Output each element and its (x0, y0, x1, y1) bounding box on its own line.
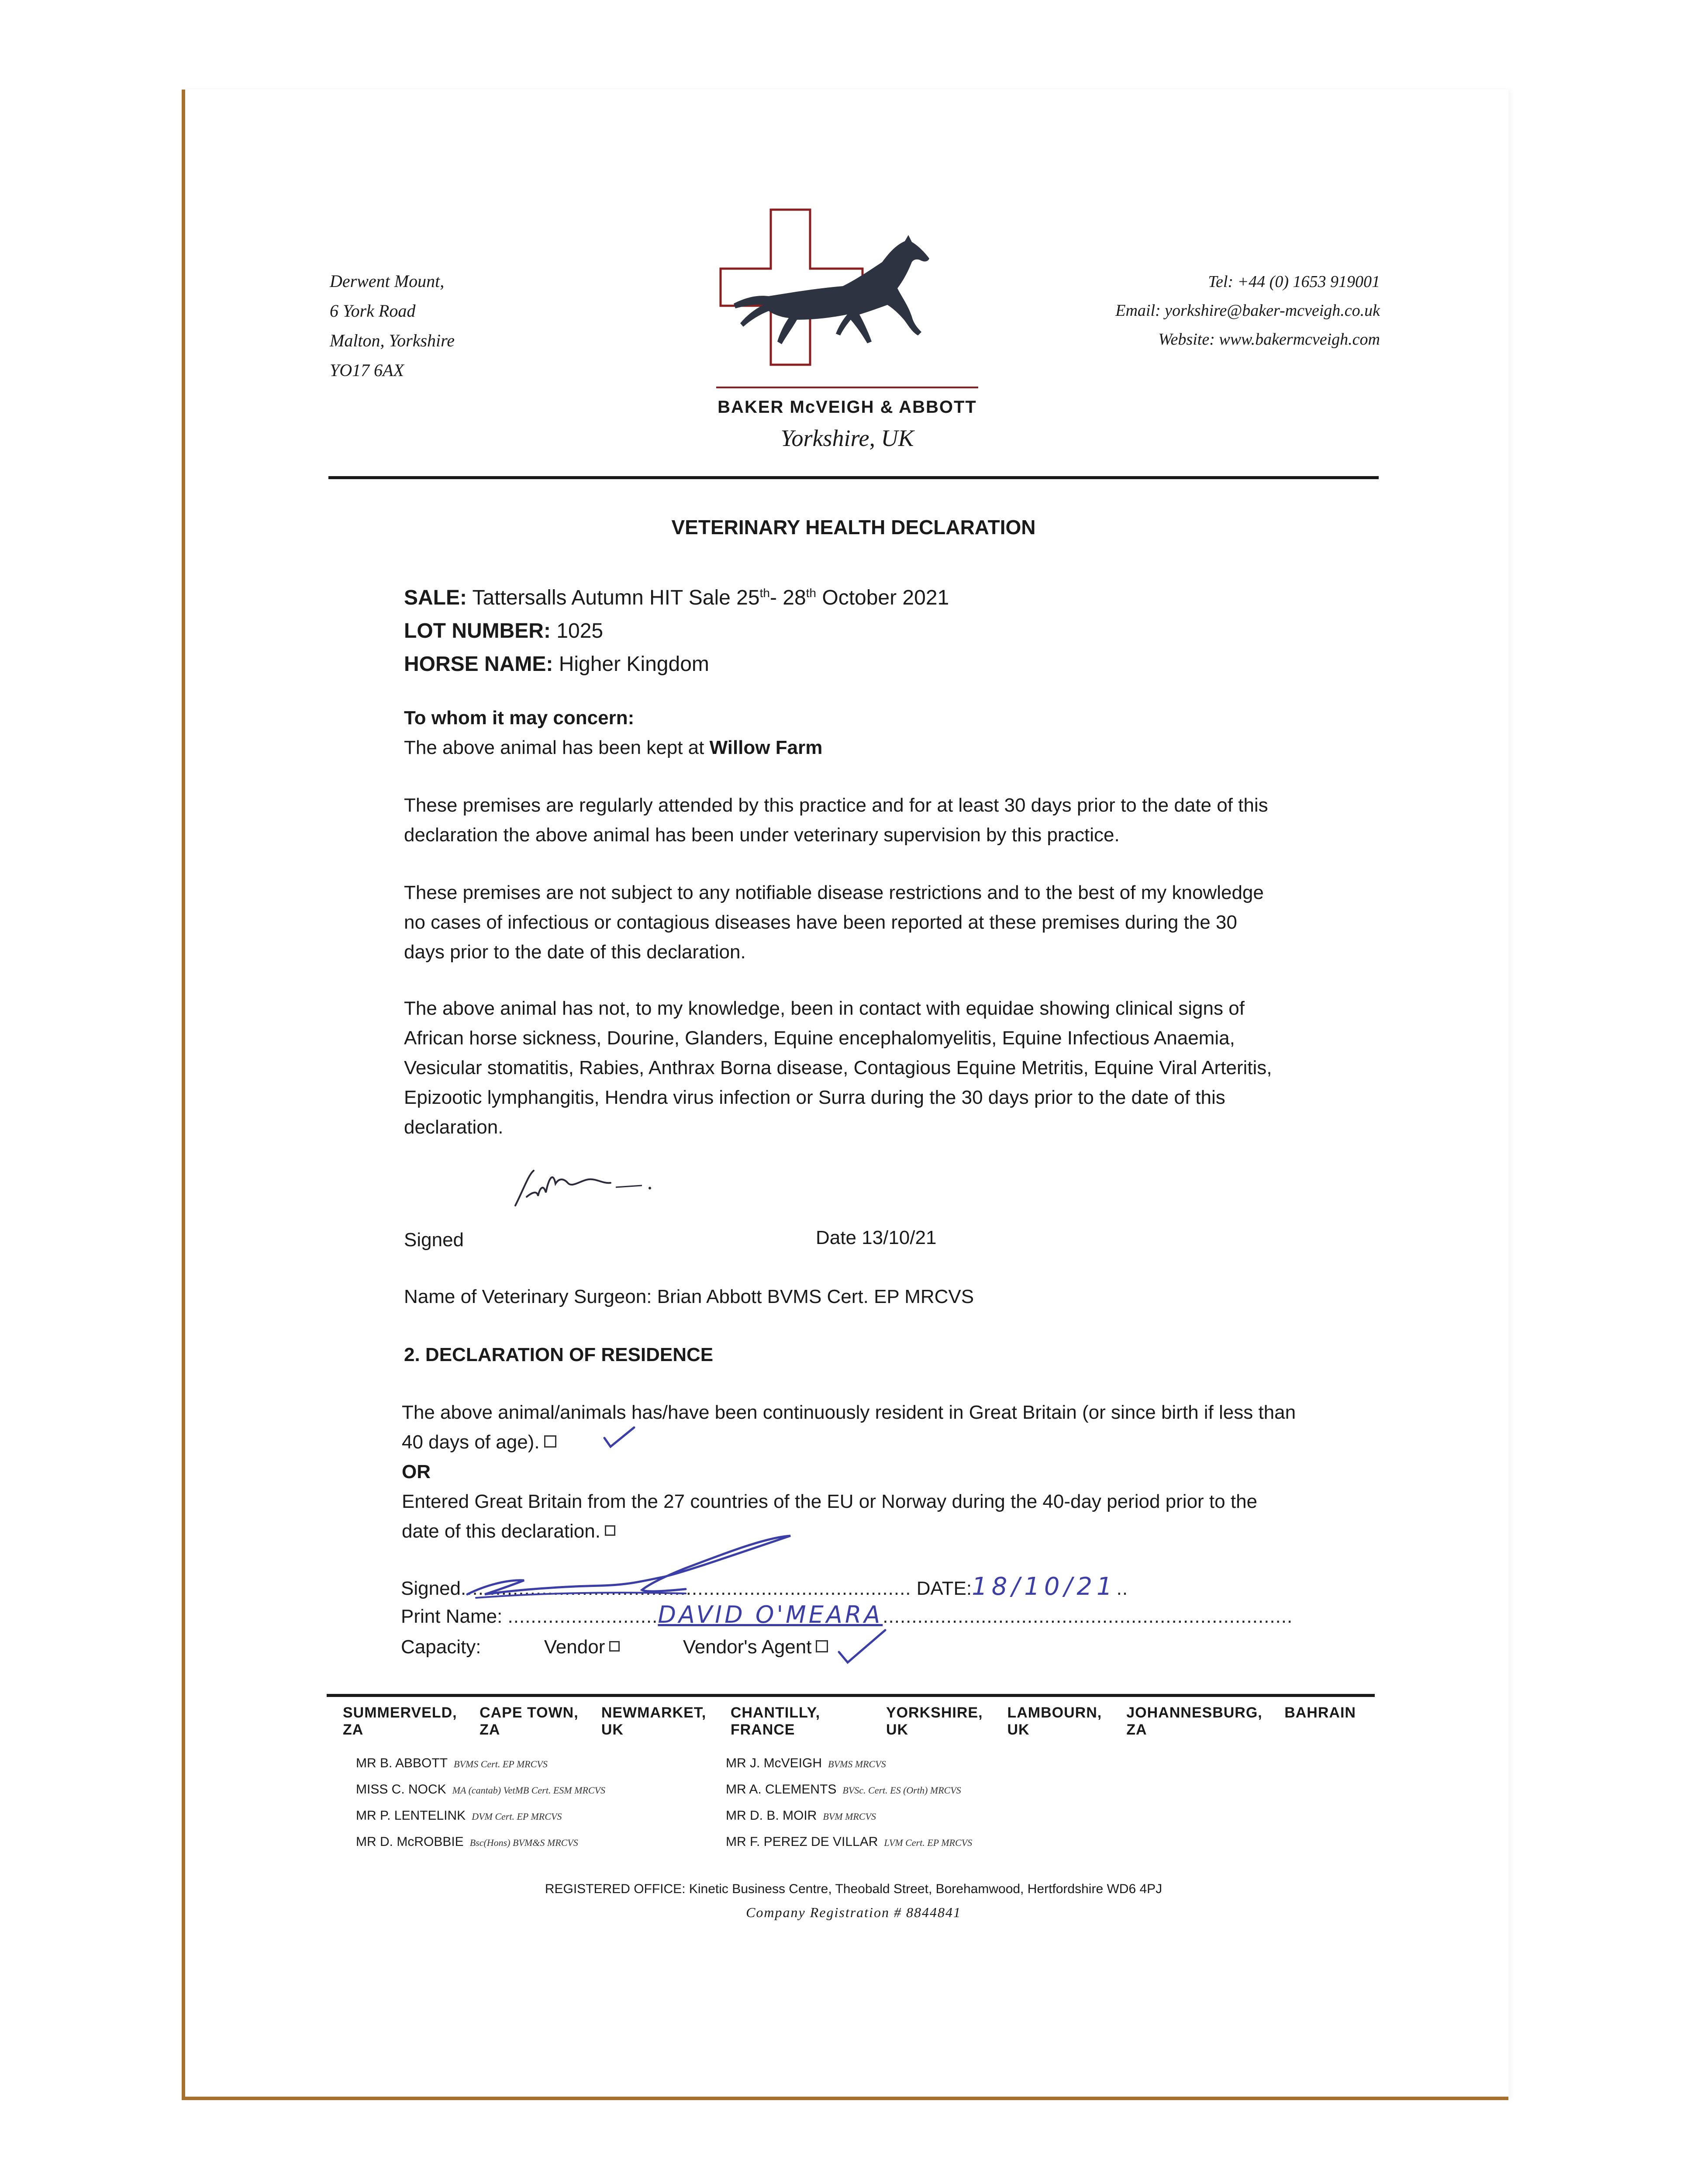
address-line-3: Malton, Yorkshire (330, 331, 455, 350)
brand-name: BAKER McVEIGH & ABBOTT (718, 397, 977, 417)
staff-name: MR J. McVEIGH (726, 1756, 822, 1770)
staff-name: MR D. McROBBIE (356, 1835, 464, 1849)
sale-end: October 2021 (816, 586, 949, 609)
footer-divider (327, 1694, 1375, 1697)
sale-info (404, 577, 949, 681)
residence-heading: 2. DECLARATION OF RESIDENCE (404, 1344, 714, 1365)
residence-or: OR (402, 1461, 431, 1482)
staff-qualification: BVMS Cert. EP MRCVS (454, 1759, 548, 1769)
staff-qualification: DVM Cert. EP MRCVS (472, 1811, 562, 1822)
staff-qualification: BVSc. Cert. ES (Orth) MRCVS (842, 1785, 961, 1796)
lot-value: 1025 (556, 619, 604, 643)
office-item: JOHANNESBURG, ZA (1126, 1704, 1263, 1738)
staff-item (356, 1803, 605, 1829)
office-item: YORKSHIRE, UK (886, 1704, 983, 1738)
office-item: CAPE TOWN, ZA (480, 1704, 579, 1738)
staff-list-right (726, 1751, 972, 1856)
brand-location: Yorkshire, UK (780, 425, 914, 451)
company-registration: Company Registration # 8844841 (746, 1904, 961, 1920)
staff-item (356, 1751, 605, 1777)
contact-block (1004, 267, 1380, 354)
staff-name: MISS C. NOCK (356, 1782, 446, 1797)
paragraph-restrictions: These premises are not subject to any notifiable disease restrictions and to the best of my knowledge no cases of infectious or contagious diseases have been reported at these premises during the 30 days prior to the date of this declaration. (404, 882, 1264, 963)
agent-print-dots-left: .......................... (507, 1606, 658, 1627)
sale-sup-2: th (806, 586, 817, 600)
concern-heading: To whom it may concern: (404, 707, 635, 729)
concern-block (404, 703, 1304, 763)
agent-signature (459, 1529, 817, 1607)
staff-qualification: MA (cantab) VetMB Cert. ESM MRCVS (452, 1785, 605, 1796)
staff-name: MR B. ABBOTT (356, 1756, 448, 1770)
staff-item (726, 1803, 972, 1829)
office-item: NEWMARKET, UK (601, 1704, 707, 1738)
residence-option-1 (402, 1398, 1310, 1457)
agent-print-label: Print Name: (401, 1606, 503, 1627)
staff-name: MR A. CLEMENTS (726, 1782, 837, 1797)
horse-label: HORSE NAME: (404, 653, 553, 676)
kept-prefix: The above animal has been kept at (404, 737, 710, 758)
residence-option-2-text: Entered Great Britain from the 27 countries of the EU or Norway during the 40-day period prior to the date of this declaration. (402, 1491, 1258, 1542)
residence-option-1-text: The above animal/animals has/have been continuously resident in Great Britain (or since birth if less than 40 days of age). (402, 1402, 1296, 1453)
staff-item (726, 1777, 972, 1803)
staff-name: MR P. LENTELINK (356, 1808, 466, 1823)
agent-print-dots-right: ....................................................................... (883, 1606, 1293, 1627)
staff-item (356, 1777, 605, 1803)
contact-tel: Tel: +44 (0) 1653 919001 (1208, 273, 1380, 291)
address-line-4: YO17 6AX (330, 360, 404, 380)
office-item: LAMBOURN, UK (1007, 1704, 1102, 1738)
sale-line (404, 577, 949, 615)
logo-rule (716, 387, 978, 388)
agent-signed-dots: .............................................................................. (461, 1578, 911, 1599)
capacity-agent-label: Vendor's Agent (683, 1636, 812, 1658)
agent-date-label: DATE: (916, 1578, 972, 1599)
staff-qualification: BVMS MRCVS (828, 1759, 886, 1769)
vet-date: Date 13/10/21 (816, 1227, 937, 1248)
farm-name: Willow Farm (709, 737, 823, 758)
staff-item (726, 1751, 972, 1777)
sale-mid: - 28 (769, 586, 806, 609)
company-logo (716, 205, 978, 393)
staff-list-left (356, 1751, 605, 1856)
staff-item (726, 1829, 972, 1856)
residence-tick-icon (602, 1425, 637, 1451)
vet-signature (511, 1153, 668, 1214)
staff-qualification: LVM Cert. EP MRCVS (884, 1837, 973, 1848)
paragraph-supervision: These premises are regularly attended by this practice and for at least 30 days prior to the date of this declaration the above animal has been under veterinary supervision by this practice. (404, 795, 1268, 846)
sale-label: SALE: (404, 586, 467, 609)
paragraph-contact: The above animal has not, to my knowledge, been in contact with equidae showing clinical signs of African horse sickness, Dourine, Glanders, Equine encephalomyelitis, Equine Infectious Anaemia, Vesicular stomatitis, Rabies, Anthrax Borna disease, Contagious Equine Metritis, Equine Viral Arteritis, Epizootic lymphangitis, Hendra virus infection or Surra during the 30 days prior to the date of this declaration. (404, 998, 1272, 1138)
sale-sup-1: th (759, 586, 770, 600)
staff-qualification: Bsc(Hons) BVM&S MRCVS (469, 1837, 578, 1848)
residence-option-1-checkbox (544, 1435, 556, 1448)
registered-office: REGISTERED OFFICE: Kinetic Business Centre, Theobald Street, Borehamwood, Hertfordshire WD6 4PJ (545, 1882, 1163, 1896)
horse-value: Higher Kingdom (559, 653, 709, 676)
header-divider (328, 476, 1379, 479)
contact-email: Email: yorkshire@baker-mcveigh.co.uk (1115, 301, 1380, 320)
capacity-agent-checkbox (816, 1640, 828, 1652)
agent-capacity-label: Capacity: (401, 1636, 481, 1658)
horse-line (404, 648, 949, 681)
horse-icon (734, 235, 929, 344)
kept-line (404, 733, 1304, 763)
agent-print-value: DAVID O'MEARA (658, 1601, 883, 1628)
office-list (343, 1704, 1356, 1738)
address-line-1: Derwent Mount, (330, 271, 445, 291)
page-title: VETERINARY HEALTH DECLARATION (671, 516, 1036, 539)
office-item: CHANTILLY, FRANCE (730, 1704, 821, 1738)
staff-item (356, 1829, 605, 1856)
office-item: BAHRAIN (1284, 1704, 1356, 1721)
address-line-2: 6 York Road (330, 301, 416, 321)
vet-surgeon-name: Name of Veterinary Surgeon: Brian Abbott BVMS Cert. EP MRCVS (404, 1286, 974, 1307)
office-item: SUMMERVELD, ZA (343, 1704, 457, 1738)
staff-name: MR F. PEREZ DE VILLAR (726, 1835, 878, 1849)
capacity-vendor-checkbox (609, 1641, 620, 1652)
agent-date-value: 18/10/21 (972, 1572, 1117, 1601)
address-block (330, 266, 455, 385)
sale-name: Tattersalls Autumn HIT Sale 25 (472, 586, 760, 609)
vet-signed-label: Signed (404, 1229, 464, 1251)
agent-capacity-row (401, 1633, 828, 1662)
staff-qualification: BVM MRCVS (823, 1811, 876, 1822)
capacity-vendor-label: Vendor (544, 1636, 605, 1658)
lot-line (404, 615, 949, 648)
staff-name: MR D. B. MOIR (726, 1808, 817, 1823)
contact-website: Website: www.bakermcveigh.com (1158, 330, 1380, 349)
agent-date-dots: .. (1116, 1578, 1128, 1599)
lot-label: LOT NUMBER: (404, 619, 551, 643)
agent-signed-label: Signed (401, 1578, 461, 1599)
capacity-tick-icon (836, 1626, 889, 1665)
